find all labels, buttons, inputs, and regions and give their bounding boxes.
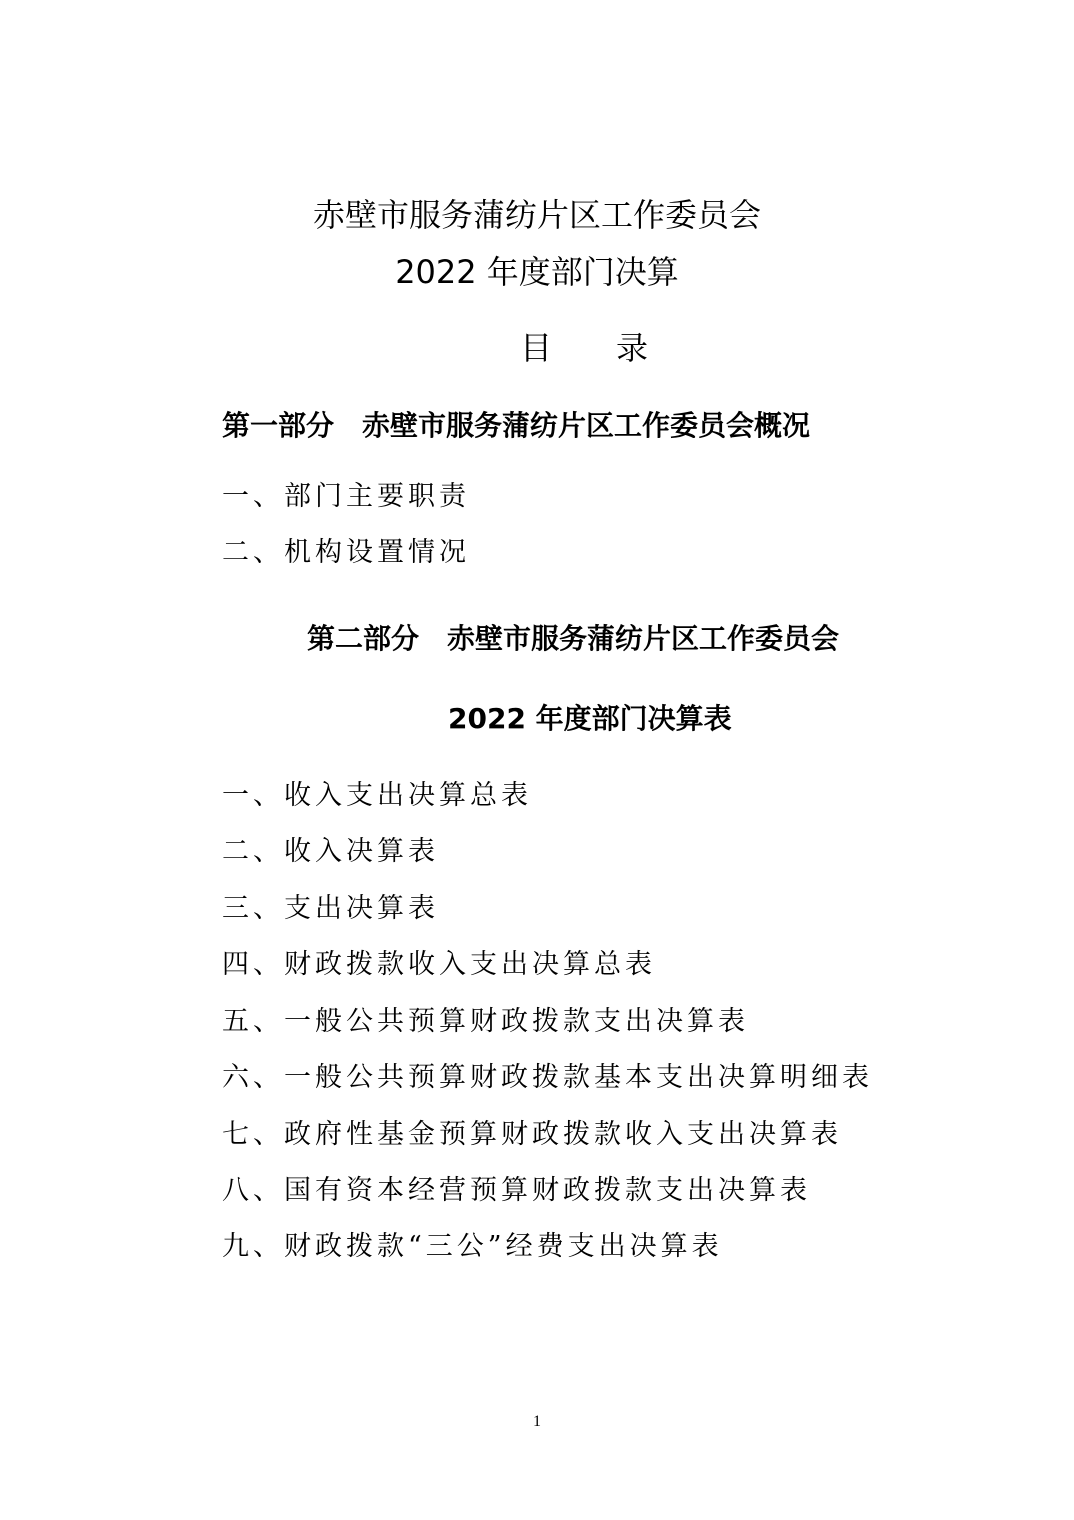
part2-heading-line2: 2022 年度部门决算表 xyxy=(448,702,732,735)
toc-item: 五、一般公共预算财政拨款支出决算表 xyxy=(222,1006,749,1037)
toc-item: 一、部门主要职责 xyxy=(222,481,470,512)
toc-heading: 目 录 xyxy=(520,329,649,367)
toc-item: 一、收入支出决算总表 xyxy=(222,780,532,811)
toc-item: 二、机构设置情况 xyxy=(222,537,470,568)
toc-item: 九、财政拨款“三公”经费支出决算表 xyxy=(222,1231,723,1262)
toc-item: 四、财政拨款收入支出决算总表 xyxy=(222,949,656,980)
toc-item: 八、国有资本经营预算财政拨款支出决算表 xyxy=(222,1175,811,1206)
part1-heading: 第一部分 赤壁市服务蒲纺片区工作委员会概况 xyxy=(222,409,811,442)
toc-item: 七、政府性基金预算财政拨款收入支出决算表 xyxy=(222,1119,842,1150)
document-title-line1: 赤壁市服务蒲纺片区工作委员会 xyxy=(312,196,761,234)
page-number: 1 xyxy=(533,1413,541,1430)
toc-item: 三、支出决算表 xyxy=(222,893,439,924)
toc-item: 六、一般公共预算财政拨款基本支出决算明细表 xyxy=(222,1062,873,1093)
toc-item: 二、收入决算表 xyxy=(222,836,439,867)
document-title-line2: 2022 年度部门决算 xyxy=(395,253,679,291)
part2-heading-line1: 第二部分 赤壁市服务蒲纺片区工作委员会 xyxy=(307,622,840,655)
